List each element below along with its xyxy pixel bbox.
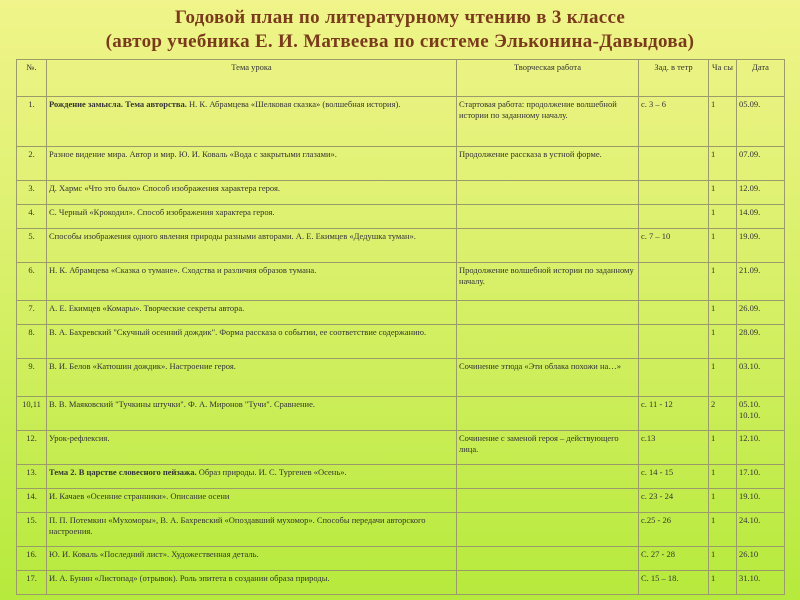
table-row (17, 229, 785, 263)
topic-text: П. П. Потемкин «Мухоморы», В. А. Бахревский «Опоздавший мухомор». Способы передачи авторского настроения. (49, 515, 426, 536)
topic-text: А. Е. Екимцев «Комары». Творческие секреты автора. (49, 303, 245, 313)
cell-homework: С. 15 – 18. (639, 571, 709, 595)
topic-heading: Рождение замысла. Тема авторства. (49, 99, 187, 109)
topic-text: Д. Хармс «Что это было» Способ изображения характера героя. (49, 183, 281, 193)
cell-homework: с. 23 - 24 (639, 489, 709, 513)
table-row (17, 489, 785, 513)
topic-text: В. И. Белов «Катюшин дождик». Настроение героя. (49, 361, 236, 371)
cell-topic (47, 547, 457, 571)
topic-text: И. Качаев «Осенние странники». Описание осени (49, 491, 230, 501)
cell-homework (639, 181, 709, 205)
cell-creative: Сочинение этюда «Эти облака похожи на…» (457, 359, 639, 397)
cell-creative: Сочинение с заменой героя – действующего лица. (457, 431, 639, 465)
cell-date: 28.09. (737, 325, 785, 359)
cell-date: 05.09. (737, 97, 785, 147)
cell-num: 9. (17, 359, 47, 397)
cell-hours: 1 (709, 325, 737, 359)
header-hours: Ча сы (709, 60, 737, 97)
cell-topic (47, 571, 457, 595)
table-row (17, 301, 785, 325)
cell-homework: С. 27 - 28 (639, 547, 709, 571)
table-row (17, 465, 785, 489)
cell-hours: 1 (709, 513, 737, 547)
topic-text: Н. К. Абрамцева «Шелковая сказка» (волшебная история). (186, 99, 401, 109)
cell-homework (639, 205, 709, 229)
cell-homework: с.13 (639, 431, 709, 465)
cell-topic (47, 301, 457, 325)
cell-creative: Продолжение волшебной истории по заданному началу. (457, 263, 639, 301)
cell-hours: 1 (709, 147, 737, 181)
topic-text: В. В. Маяковский "Тучкины штучки". Ф. А. Миронов "Тучи". Сравнение. (49, 399, 315, 409)
cell-hours: 1 (709, 263, 737, 301)
cell-hours: 1 (709, 489, 737, 513)
cell-creative (457, 205, 639, 229)
cell-date: 31.10. (737, 571, 785, 595)
cell-creative (457, 489, 639, 513)
cell-date: 26.10 (737, 547, 785, 571)
cell-topic (47, 263, 457, 301)
table-body (17, 97, 785, 595)
cell-homework (639, 359, 709, 397)
cell-hours: 1 (709, 301, 737, 325)
cell-num: 16. (17, 547, 47, 571)
cell-num: 8. (17, 325, 47, 359)
cell-date: 21.09. (737, 263, 785, 301)
cell-hours: 1 (709, 465, 737, 489)
table-row (17, 263, 785, 301)
table-row (17, 205, 785, 229)
cell-hours: 1 (709, 229, 737, 263)
cell-homework (639, 147, 709, 181)
table-row (17, 97, 785, 147)
cell-num: 7. (17, 301, 47, 325)
title-line-2: (автор учебника Е. И. Матвеева по системе Эльконина-Давыдова) (105, 31, 695, 52)
cell-num: 17. (17, 571, 47, 595)
cell-creative: Стартовая работа: продолжение волшебной истории по заданному началу. (457, 97, 639, 147)
cell-creative (457, 397, 639, 431)
topic-text: Н. К. Абрамцева «Сказка о тумане». Сходства и различия образов тумана. (49, 265, 317, 275)
cell-date: 24.10. (737, 513, 785, 547)
cell-creative (457, 325, 639, 359)
cell-creative: Продолжение рассказа в устной форме. (457, 147, 639, 181)
cell-date: 03.10. (737, 359, 785, 397)
cell-topic (47, 465, 457, 489)
cell-homework: с. 7 – 10 (639, 229, 709, 263)
cell-hours: 1 (709, 547, 737, 571)
cell-topic (47, 97, 457, 147)
cell-hours: 1 (709, 205, 737, 229)
header-creative: Творческая работа (457, 60, 639, 97)
table-row (17, 513, 785, 547)
header-num: №. (17, 60, 47, 97)
cell-topic (47, 359, 457, 397)
cell-date: 12.09. (737, 181, 785, 205)
cell-homework (639, 325, 709, 359)
table-row (17, 181, 785, 205)
cell-topic (47, 489, 457, 513)
cell-num: 15. (17, 513, 47, 547)
cell-topic (47, 325, 457, 359)
cell-hours: 1 (709, 359, 737, 397)
topic-text: И. А. Бунин «Листопад» (отрывок). Роль эпитета в создании образа природы. (49, 573, 330, 583)
cell-creative (457, 571, 639, 595)
cell-creative (457, 229, 639, 263)
topic-text: Образ природы. И. С. Тургенев «Осень». (196, 467, 347, 477)
table-row (17, 571, 785, 595)
cell-num: 12. (17, 431, 47, 465)
header-topic: Тема урока (47, 60, 457, 97)
topic-text: Ю. И. Коваль «Последний лист». Художественная деталь. (49, 549, 259, 559)
topic-text: Урок-рефлексия. (49, 433, 110, 443)
cell-homework: с. 3 – 6 (639, 97, 709, 147)
topic-text: В. А. Бахревский "Скучный осенний дождик". Форма рассказа о событии, ее соответствие содержанию. (49, 327, 427, 337)
cell-num: 2. (17, 147, 47, 181)
cell-topic (47, 397, 457, 431)
cell-date: 05.10. 10.10. (737, 397, 785, 431)
cell-homework: с. 14 - 15 (639, 465, 709, 489)
topic-text: С. Черный «Крокодил». Способ изображения характера героя. (49, 207, 275, 217)
cell-hours: 1 (709, 97, 737, 147)
cell-creative (457, 547, 639, 571)
cell-date: 19.09. (737, 229, 785, 263)
cell-topic (47, 181, 457, 205)
cell-topic (47, 147, 457, 181)
cell-homework: с.25 - 26 (639, 513, 709, 547)
cell-hours: 2 (709, 397, 737, 431)
cell-date: 14.09. (737, 205, 785, 229)
lesson-plan-table (16, 59, 785, 595)
cell-num: 3. (17, 181, 47, 205)
topic-text: Способы изображения одного явления природы разными авторами. А. Е. Екимцев «Дедушка туман». (49, 231, 416, 241)
cell-num: 10,11 (17, 397, 47, 431)
table-row (17, 325, 785, 359)
cell-topic (47, 513, 457, 547)
cell-creative (457, 301, 639, 325)
cell-num: 13. (17, 465, 47, 489)
cell-homework (639, 263, 709, 301)
cell-topic (47, 431, 457, 465)
table-header-row (17, 60, 785, 97)
cell-hours: 1 (709, 571, 737, 595)
cell-date: 12.10. (737, 431, 785, 465)
table-row (17, 397, 785, 431)
cell-topic (47, 229, 457, 263)
cell-num: 4. (17, 205, 47, 229)
title-line-1: Годовой план по литературному чтению в 3 классе (174, 7, 626, 28)
header-date: Дата (737, 60, 785, 97)
cell-date: 17.10. (737, 465, 785, 489)
cell-homework: с. 11 - 12 (639, 397, 709, 431)
table-row (17, 359, 785, 397)
table-row (17, 431, 785, 465)
cell-creative (457, 465, 639, 489)
cell-num: 6. (17, 263, 47, 301)
cell-creative (457, 513, 639, 547)
cell-topic (47, 205, 457, 229)
topic-heading: Тема 2. В царстве словесного пейзажа. (49, 467, 197, 477)
cell-hours: 1 (709, 181, 737, 205)
header-homework: Зад. в тетр (639, 60, 709, 97)
cell-hours: 1 (709, 431, 737, 465)
cell-date: 07.09. (737, 147, 785, 181)
cell-date: 19.10. (737, 489, 785, 513)
page-title (0, 0, 800, 54)
cell-num: 14. (17, 489, 47, 513)
topic-text: Разное видение мира. Автор и мир. Ю. И. Коваль «Вода с закрытыми глазами». (49, 149, 337, 159)
cell-date: 26.09. (737, 301, 785, 325)
table-row (17, 547, 785, 571)
cell-creative (457, 181, 639, 205)
cell-homework (639, 301, 709, 325)
cell-num: 5. (17, 229, 47, 263)
cell-num: 1. (17, 97, 47, 147)
table-row (17, 147, 785, 181)
